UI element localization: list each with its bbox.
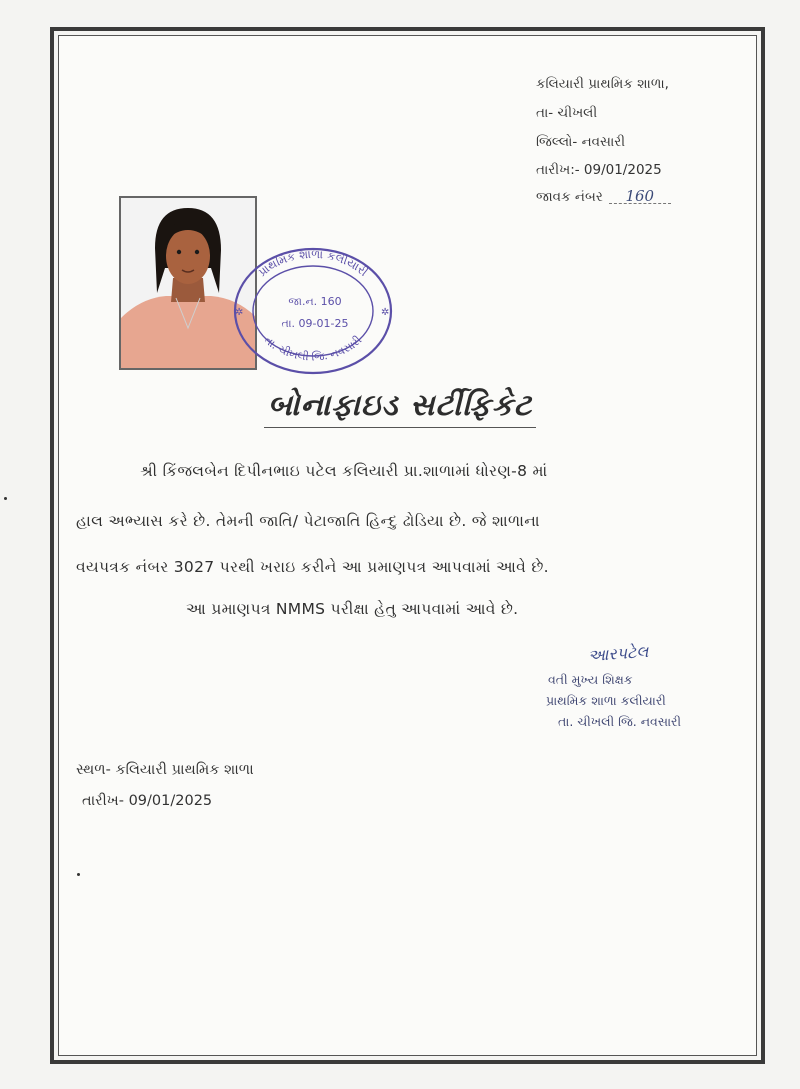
body-line-1: શ્રી કિંજલબેન દિપીનભાઇ પટેલ કલિયારી પ્રા.શાળામાં ધોરણ-8 માં (140, 462, 548, 480)
taluka: તા- ચીખલી (536, 105, 598, 121)
scan-speck (77, 873, 80, 876)
signature-school: પ્રાથમિક શાળા કલીયારી (546, 693, 666, 708)
footer-date: તારીખ- 09/01/2025 (82, 793, 213, 809)
body-line-3: વયપત્રક નંબર 3027 પરથી ખરાઇ કરીને આ પ્રમાણપત્ર આપવામાં આવે છે. (76, 558, 549, 576)
stamp-ring-top: પ્રાથમિક શાળા કલીયારી (255, 246, 371, 280)
scan-speck (4, 497, 7, 500)
title-wrapper (0, 388, 800, 428)
stamp-star-left-icon: ✲ (235, 307, 244, 318)
body-line-2: હાલ અભ્યાસ કરે છે. તેમની જાતિ/ પેટાજાતિ હિન્દુ ઢોડિયા છે. જે શાળાના (76, 512, 540, 530)
certificate-title: બોનાફાઇડ સર્ટીફિકેટ (264, 388, 536, 428)
jawak-number: 160 (609, 189, 671, 204)
signature-mark: આરપટેલ (587, 641, 649, 666)
issue-date: તારીખ:- 09/01/2025 (536, 162, 662, 178)
stamp-line-2: તા. 09-01-25 (281, 317, 349, 330)
stamp-star-right-icon: ✲ (381, 307, 390, 318)
jawak-row (536, 189, 671, 205)
footer-place: સ્થળ- કલિયારી પ્રાથમિક શાળા (76, 762, 254, 778)
svg-text:તા. ચીખલી જિ. નવસારી (262, 334, 364, 364)
signature-designation: વતી મુખ્ય શિક્ષક (548, 672, 633, 687)
stamp-ring-bottom: તા. ચીખલી જિ. નવસારી (261, 333, 365, 364)
svg-text:પ્રાથમિક શાળા કલીયારી (255, 247, 371, 280)
signature-location: તા. ચીખલી જિ. નવસારી (558, 714, 682, 729)
stamp-line-1: જા.ન. 160 (288, 295, 342, 308)
official-stamp (223, 245, 393, 380)
body-line-4: આ પ્રમાણપત્ર NMMS પરીક્ષા હેતુ આપવામાં આવે છે. (186, 600, 519, 618)
jawak-label: જાવક નંબર (536, 189, 603, 205)
district: જિલ્લો- નવસારી (536, 134, 626, 150)
school-address: કલિયારી પ્રાથમિક શાળા, (536, 76, 669, 92)
